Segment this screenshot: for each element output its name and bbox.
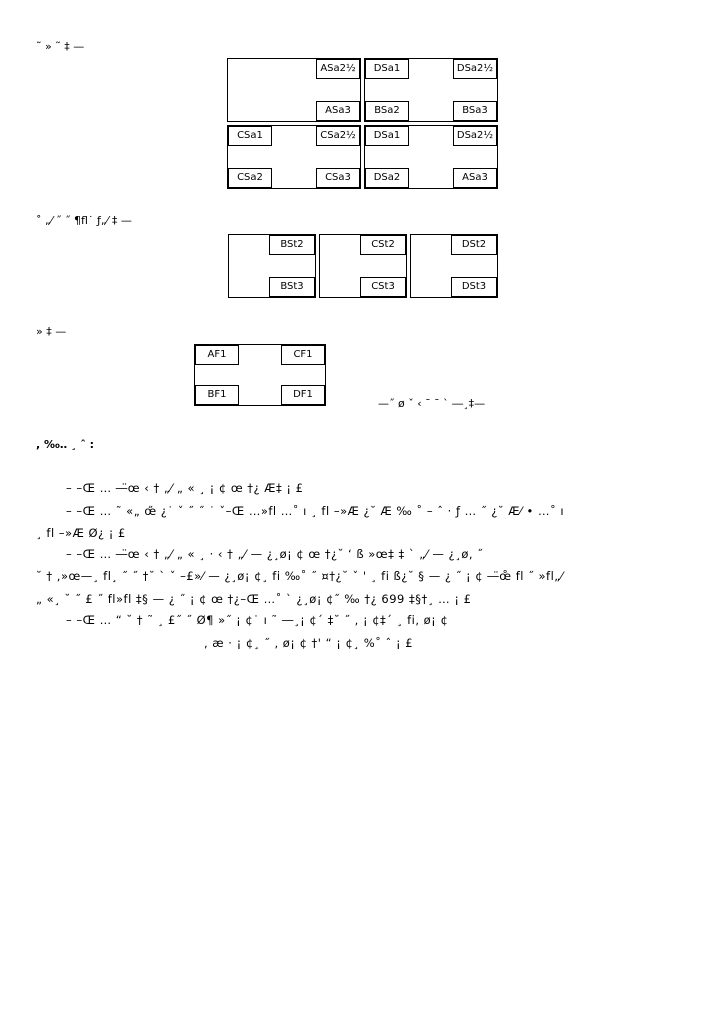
- label-csa2: CSa2: [228, 168, 272, 188]
- section-4-heading: , ‰‥ ¸ ˆ :: [36, 438, 95, 451]
- panel-bottom-left: [227, 125, 361, 189]
- label-csa2-half: CSa2½: [316, 126, 360, 146]
- label-bsa2: BSa2: [365, 101, 409, 121]
- panel-cst: [319, 234, 407, 298]
- section-3-heading: » ‡ —: [36, 325, 67, 338]
- label-csa1: CSa1: [228, 126, 272, 146]
- label-cst2: CSt2: [360, 235, 406, 255]
- label-cst3: CSt3: [360, 277, 406, 297]
- body-line: ¸ fl –»Æ Ø¿ ¡ £: [36, 526, 126, 540]
- body-line: ˘ † ,»œ—¸ fl¸ ˝ ˝ †˘ ˋ ˇ –£»⁄ — ¿¸ø¡ ¢¸ fi ‰˚ ˝ ¤†¿˘ ˇ ' ¸ fi ß¿˘ § — ¿ ˝ ¡ ¢ ―̈œ̊ fl ˝ »fl„⁄: [36, 569, 564, 583]
- panel-bottom-right: [364, 125, 498, 189]
- label-dsa2: DSa2½: [453, 59, 497, 79]
- body-line: „ «¸ ˘ ˝ £ ˝ fl»fl ‡§ — ¿ ˝ ¡ ¢ œ †¿–Œ …˚ ˋ ¿¸ø¡ ¢˝ ‰ †¿ 699 ‡§†¸ … ¡ £: [36, 592, 472, 606]
- panel-bst: [228, 234, 316, 298]
- label-asa3: ASa3: [316, 101, 360, 121]
- panel-top-left: [227, 58, 361, 122]
- label-dsa2-half: DSa2½: [453, 126, 497, 146]
- label-asa2: ASa2½: [316, 59, 360, 79]
- grid-3-caption: —˝ ø ˇ ‹ ˉ ˉ ˋ ―¸‡—: [378, 397, 486, 410]
- label-bst2: BSt2: [269, 235, 315, 255]
- panel-dst: [410, 234, 498, 298]
- panel-af: [194, 344, 326, 406]
- body-line: – –Œ … “ ˘ † ˜ ¸ £˝ ˝ Ø¶ »˝ ¡ ¢˙ ı ˜ ―¸¡ ¢´ ‡˘ ˝ , ¡ ¢‡´ ¸ fi, ø¡ ¢: [66, 613, 449, 627]
- label-df1: DF1: [281, 385, 325, 405]
- body-line: , æ · ¡ ¢¸ ˝ , ø¡ ¢ †' “ ¡ ¢¸ %˚ ˆ ¡ £: [204, 636, 414, 650]
- label-csa3: CSa3: [316, 168, 360, 188]
- section-2-heading: ˚ „⁄ ˝ ˝ ¶fl˙ ƒ„⁄ ‡ —: [36, 214, 132, 227]
- body-line: – –Œ … ˜ «„ œ̋ ¿˙ ˇ ˝ ˝ ˙ ˇ–Œ …»fl …˚ ı ¸ fl –»Æ ¿˘ Æ ‰ ˚ – ˆ · ƒ … ˝ ¿˘ Æ⁄ • …˚ ı: [66, 504, 565, 518]
- body-line: – –Œ … ―̈œ ‹ † „⁄ „ « ¸ ¡ ¢ œ †¿ Æ‡ ¡ £: [66, 481, 304, 495]
- label-cf1: CF1: [281, 345, 325, 365]
- label-bf1: BF1: [195, 385, 239, 405]
- label-dsa2: DSa2: [365, 168, 409, 188]
- panel-top-right: [364, 58, 498, 122]
- body-line: – –Œ … ―̈œ ‹ † „⁄ „ « ¸ · ‹ † „⁄ — ¿¸ø¡ ¢ œ †¿˘ ‘ ß »œ‡ ‡ ˋ „⁄ — ¿¸ø, ˝: [66, 547, 484, 561]
- label-dst3: DSt3: [451, 277, 497, 297]
- label-bst3: BSt3: [269, 277, 315, 297]
- label-bsa3: BSa3: [453, 101, 497, 121]
- label-dst2: DSt2: [451, 235, 497, 255]
- label-af1: AF1: [195, 345, 239, 365]
- section-1-heading: ˜ » ˜ ‡ —: [36, 40, 85, 53]
- label-asa3-b: ASa3: [453, 168, 497, 188]
- label-dsa1: DSa1: [365, 59, 409, 79]
- label-dsa1-b: DSa1: [365, 126, 409, 146]
